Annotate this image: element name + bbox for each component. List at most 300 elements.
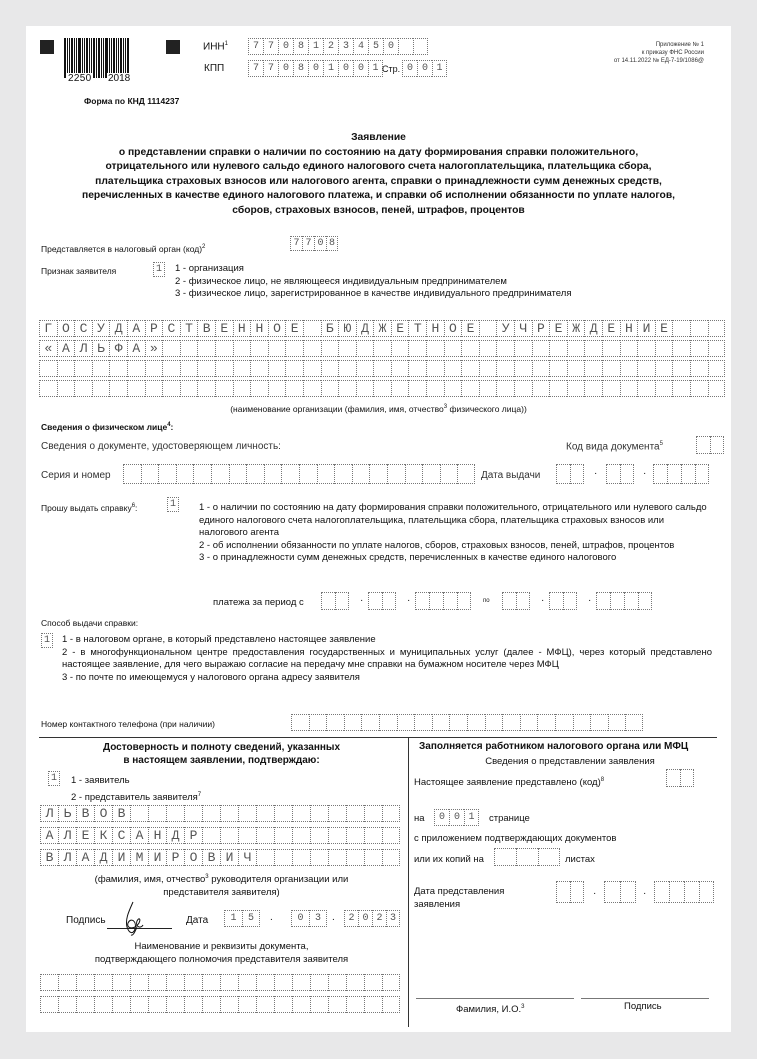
char-cell[interactable] <box>368 592 382 610</box>
char-cell[interactable] <box>373 360 391 377</box>
char-cell[interactable] <box>567 340 585 357</box>
char-cell[interactable] <box>570 464 584 484</box>
char-cell[interactable]: Ж <box>373 320 391 337</box>
char-cell[interactable] <box>328 805 346 822</box>
char-cell[interactable]: А <box>76 849 94 866</box>
char-cell[interactable] <box>346 805 364 822</box>
issue-date-year[interactable] <box>653 464 709 484</box>
char-cell[interactable] <box>58 996 76 1013</box>
char-cell[interactable]: Ь <box>92 340 110 357</box>
char-cell[interactable] <box>76 974 94 991</box>
char-cell[interactable]: » <box>145 340 163 357</box>
char-cell[interactable]: Е <box>549 320 567 337</box>
char-cell[interactable] <box>256 827 274 844</box>
char-cell[interactable]: 7 <box>290 236 302 251</box>
char-cell[interactable] <box>197 380 215 397</box>
char-cell[interactable] <box>335 592 349 610</box>
char-cell[interactable] <box>202 996 220 1013</box>
char-cell[interactable] <box>39 360 57 377</box>
delivery-method-field[interactable] <box>41 633 53 648</box>
char-cell[interactable] <box>274 805 292 822</box>
char-cell[interactable] <box>573 714 591 731</box>
char-cell[interactable] <box>461 340 479 357</box>
char-cell[interactable] <box>382 849 400 866</box>
char-cell[interactable]: Л <box>58 849 76 866</box>
char-cell[interactable] <box>555 714 573 731</box>
char-cell[interactable] <box>281 464 299 484</box>
char-cell[interactable]: С <box>162 320 180 337</box>
char-cell[interactable] <box>310 805 328 822</box>
char-cell[interactable] <box>356 380 374 397</box>
char-cell[interactable] <box>310 974 328 991</box>
char-cell[interactable] <box>334 464 352 484</box>
char-cell[interactable] <box>584 340 602 357</box>
char-cell[interactable] <box>532 360 550 377</box>
char-cell[interactable]: Н <box>426 320 444 337</box>
char-cell[interactable] <box>352 464 370 484</box>
char-cell[interactable]: Р <box>166 849 184 866</box>
char-cell[interactable] <box>502 592 516 610</box>
char-cell[interactable]: 7 <box>248 38 263 55</box>
char-cell[interactable] <box>162 380 180 397</box>
char-cell[interactable] <box>130 974 148 991</box>
char-cell[interactable] <box>215 380 233 397</box>
char-cell[interactable] <box>387 464 405 484</box>
char-cell[interactable] <box>479 360 497 377</box>
char-cell[interactable] <box>162 360 180 377</box>
char-cell[interactable] <box>39 380 57 397</box>
char-cell[interactable]: 1 <box>48 771 60 786</box>
char-cell[interactable]: С <box>112 827 130 844</box>
char-cell[interactable]: 1 <box>224 910 242 927</box>
char-cell[interactable]: В <box>112 805 130 822</box>
char-cell[interactable]: Ь <box>58 805 76 822</box>
char-cell[interactable] <box>415 592 429 610</box>
char-cell[interactable] <box>467 714 485 731</box>
char-cell[interactable] <box>520 714 538 731</box>
period-from-month[interactable] <box>368 592 396 610</box>
char-cell[interactable] <box>202 827 220 844</box>
char-cell[interactable] <box>426 360 444 377</box>
char-cell[interactable] <box>180 340 198 357</box>
char-cell[interactable] <box>346 849 364 866</box>
char-cell[interactable] <box>604 881 620 903</box>
char-cell[interactable] <box>672 380 690 397</box>
char-cell[interactable]: Н <box>620 320 638 337</box>
char-cell[interactable]: О <box>268 320 286 337</box>
organization-name-row[interactable] <box>39 360 725 377</box>
char-cell[interactable] <box>364 996 382 1013</box>
char-cell[interactable] <box>303 320 321 337</box>
char-cell[interactable] <box>130 996 148 1013</box>
char-cell[interactable]: А <box>127 340 145 357</box>
char-cell[interactable] <box>166 974 184 991</box>
char-cell[interactable]: Р <box>184 827 202 844</box>
char-cell[interactable] <box>514 340 532 357</box>
char-cell[interactable] <box>202 805 220 822</box>
char-cell[interactable] <box>496 340 514 357</box>
pages-count-field[interactable] <box>434 809 479 826</box>
char-cell[interactable]: Н <box>233 320 251 337</box>
char-cell[interactable]: 1 <box>308 38 323 55</box>
char-cell[interactable]: О <box>184 849 202 866</box>
char-cell[interactable]: Д <box>356 320 374 337</box>
char-cell[interactable] <box>328 827 346 844</box>
char-cell[interactable] <box>654 881 669 903</box>
sheets-count-field[interactable] <box>494 848 560 866</box>
char-cell[interactable] <box>364 849 382 866</box>
char-cell[interactable] <box>229 464 247 484</box>
char-cell[interactable]: 4 <box>353 38 368 55</box>
char-cell[interactable]: 1 <box>167 497 179 512</box>
char-cell[interactable] <box>440 464 458 484</box>
char-cell[interactable] <box>338 360 356 377</box>
char-cell[interactable]: Т <box>408 320 426 337</box>
char-cell[interactable] <box>620 464 634 484</box>
char-cell[interactable] <box>422 464 440 484</box>
char-cell[interactable] <box>502 714 520 731</box>
char-cell[interactable] <box>238 827 256 844</box>
char-cell[interactable] <box>321 340 339 357</box>
char-cell[interactable] <box>76 996 94 1013</box>
char-cell[interactable] <box>556 881 570 903</box>
char-cell[interactable] <box>494 848 516 866</box>
char-cell[interactable] <box>602 340 620 357</box>
char-cell[interactable]: С <box>74 320 92 337</box>
char-cell[interactable] <box>197 360 215 377</box>
char-cell[interactable]: А <box>40 827 58 844</box>
char-cell[interactable]: Н <box>250 320 268 337</box>
char-cell[interactable]: В <box>40 849 58 866</box>
char-cell[interactable] <box>620 881 636 903</box>
char-cell[interactable]: 7 <box>302 236 314 251</box>
char-cell[interactable] <box>669 881 684 903</box>
char-cell[interactable] <box>112 996 130 1013</box>
char-cell[interactable] <box>285 380 303 397</box>
char-cell[interactable] <box>344 714 362 731</box>
char-cell[interactable] <box>369 464 387 484</box>
applicant-type-field[interactable] <box>153 262 165 277</box>
char-cell[interactable]: 3 <box>386 910 400 927</box>
char-cell[interactable] <box>346 974 364 991</box>
char-cell[interactable] <box>193 464 211 484</box>
issue-date-day[interactable] <box>556 464 584 484</box>
char-cell[interactable] <box>197 340 215 357</box>
char-cell[interactable]: Н <box>148 827 166 844</box>
char-cell[interactable]: 8 <box>293 60 308 77</box>
char-cell[interactable]: Р <box>532 320 550 337</box>
char-cell[interactable] <box>449 714 467 731</box>
char-cell[interactable] <box>596 592 610 610</box>
char-cell[interactable] <box>496 360 514 377</box>
char-cell[interactable]: 1 <box>41 633 53 648</box>
char-cell[interactable] <box>373 380 391 397</box>
char-cell[interactable]: Л <box>74 340 92 357</box>
char-cell[interactable] <box>215 340 233 357</box>
char-cell[interactable] <box>299 464 317 484</box>
char-cell[interactable] <box>695 464 709 484</box>
first-name-field[interactable] <box>40 827 400 844</box>
char-cell[interactable] <box>346 827 364 844</box>
char-cell[interactable] <box>148 996 166 1013</box>
char-cell[interactable] <box>130 805 148 822</box>
char-cell[interactable] <box>672 340 690 357</box>
series-number-field[interactable] <box>123 464 475 484</box>
char-cell[interactable] <box>57 360 75 377</box>
char-cell[interactable] <box>398 38 413 55</box>
char-cell[interactable]: 0 <box>338 60 353 77</box>
char-cell[interactable] <box>328 996 346 1013</box>
organization-name-row[interactable] <box>39 380 725 397</box>
char-cell[interactable] <box>532 380 550 397</box>
char-cell[interactable] <box>514 360 532 377</box>
char-cell[interactable] <box>457 592 471 610</box>
inn-field[interactable] <box>248 38 428 55</box>
char-cell[interactable] <box>303 380 321 397</box>
organization-name-row[interactable] <box>39 340 725 357</box>
char-cell[interactable]: 3 <box>309 910 327 927</box>
char-cell[interactable] <box>696 436 710 454</box>
char-cell[interactable]: К <box>94 827 112 844</box>
char-cell[interactable]: 2 <box>323 38 338 55</box>
char-cell[interactable] <box>317 464 335 484</box>
char-cell[interactable] <box>397 714 415 731</box>
char-cell[interactable] <box>148 805 166 822</box>
char-cell[interactable] <box>268 380 286 397</box>
char-cell[interactable] <box>567 360 585 377</box>
char-cell[interactable] <box>549 592 563 610</box>
char-cell[interactable]: 2 <box>344 910 358 927</box>
char-cell[interactable] <box>602 360 620 377</box>
char-cell[interactable]: В <box>76 805 94 822</box>
submission-date-year[interactable] <box>654 881 714 903</box>
char-cell[interactable] <box>346 996 364 1013</box>
char-cell[interactable]: Е <box>391 320 409 337</box>
char-cell[interactable] <box>672 320 690 337</box>
char-cell[interactable]: 7 <box>263 60 278 77</box>
char-cell[interactable]: Т <box>180 320 198 337</box>
char-cell[interactable] <box>444 360 462 377</box>
char-cell[interactable] <box>292 996 310 1013</box>
char-cell[interactable] <box>145 360 163 377</box>
char-cell[interactable] <box>176 464 194 484</box>
sign-date-month[interactable] <box>291 910 327 927</box>
char-cell[interactable] <box>215 360 233 377</box>
char-cell[interactable] <box>426 380 444 397</box>
char-cell[interactable] <box>655 360 673 377</box>
char-cell[interactable] <box>220 996 238 1013</box>
char-cell[interactable] <box>516 592 530 610</box>
issue-date-month[interactable] <box>606 464 634 484</box>
char-cell[interactable] <box>309 714 327 731</box>
char-cell[interactable] <box>485 714 503 731</box>
char-cell[interactable] <box>74 360 92 377</box>
char-cell[interactable] <box>461 360 479 377</box>
char-cell[interactable]: 0 <box>383 38 398 55</box>
char-cell[interactable] <box>292 827 310 844</box>
char-cell[interactable]: М <box>130 849 148 866</box>
char-cell[interactable] <box>590 714 608 731</box>
period-to-year[interactable] <box>596 592 652 610</box>
char-cell[interactable] <box>514 380 532 397</box>
char-cell[interactable]: Е <box>76 827 94 844</box>
char-cell[interactable] <box>274 849 292 866</box>
char-cell[interactable]: 0 <box>278 60 293 77</box>
char-cell[interactable] <box>624 592 638 610</box>
char-cell[interactable] <box>127 380 145 397</box>
char-cell[interactable]: В <box>197 320 215 337</box>
char-cell[interactable] <box>74 380 92 397</box>
char-cell[interactable] <box>382 996 400 1013</box>
period-to-month[interactable] <box>549 592 577 610</box>
document-code-field[interactable] <box>696 436 724 454</box>
char-cell[interactable] <box>690 320 708 337</box>
char-cell[interactable] <box>708 340 726 357</box>
char-cell[interactable] <box>382 974 400 991</box>
char-cell[interactable] <box>556 464 570 484</box>
char-cell[interactable]: О <box>444 320 462 337</box>
char-cell[interactable] <box>672 360 690 377</box>
char-cell[interactable] <box>461 380 479 397</box>
char-cell[interactable]: 3 <box>338 38 353 55</box>
char-cell[interactable] <box>413 38 428 55</box>
char-cell[interactable] <box>303 340 321 357</box>
char-cell[interactable] <box>606 464 620 484</box>
char-cell[interactable] <box>690 340 708 357</box>
char-cell[interactable] <box>625 714 643 731</box>
char-cell[interactable] <box>710 436 724 454</box>
char-cell[interactable] <box>112 974 130 991</box>
char-cell[interactable]: О <box>94 805 112 822</box>
char-cell[interactable] <box>220 805 238 822</box>
char-cell[interactable] <box>292 805 310 822</box>
char-cell[interactable] <box>321 592 335 610</box>
char-cell[interactable] <box>256 974 274 991</box>
char-cell[interactable] <box>620 380 638 397</box>
char-cell[interactable]: 0 <box>358 910 372 927</box>
char-cell[interactable] <box>233 380 251 397</box>
char-cell[interactable]: 0 <box>353 60 368 77</box>
char-cell[interactable] <box>310 996 328 1013</box>
char-cell[interactable] <box>443 592 457 610</box>
char-cell[interactable]: Д <box>94 849 112 866</box>
char-cell[interactable]: И <box>112 849 130 866</box>
char-cell[interactable] <box>291 714 309 731</box>
char-cell[interactable] <box>256 849 274 866</box>
char-cell[interactable] <box>180 360 198 377</box>
char-cell[interactable] <box>292 974 310 991</box>
char-cell[interactable] <box>684 881 699 903</box>
submission-date-month[interactable] <box>604 881 636 903</box>
authority-doc-field-1[interactable] <box>40 974 400 991</box>
char-cell[interactable] <box>250 380 268 397</box>
char-cell[interactable] <box>708 380 726 397</box>
char-cell[interactable]: Ю <box>338 320 356 337</box>
char-cell[interactable] <box>681 464 695 484</box>
char-cell[interactable]: 7 <box>263 38 278 55</box>
char-cell[interactable] <box>184 974 202 991</box>
submission-date-day[interactable] <box>556 881 584 903</box>
char-cell[interactable] <box>184 996 202 1013</box>
char-cell[interactable] <box>361 714 379 731</box>
char-cell[interactable] <box>570 881 584 903</box>
phone-field[interactable] <box>291 714 643 731</box>
char-cell[interactable] <box>708 360 726 377</box>
char-cell[interactable] <box>94 996 112 1013</box>
char-cell[interactable] <box>321 380 339 397</box>
char-cell[interactable]: И <box>148 849 166 866</box>
char-cell[interactable] <box>637 340 655 357</box>
char-cell[interactable] <box>356 360 374 377</box>
char-cell[interactable] <box>479 380 497 397</box>
char-cell[interactable] <box>620 340 638 357</box>
char-cell[interactable] <box>432 714 450 731</box>
char-cell[interactable] <box>166 996 184 1013</box>
char-cell[interactable] <box>653 464 667 484</box>
char-cell[interactable] <box>109 380 127 397</box>
char-cell[interactable] <box>250 340 268 357</box>
char-cell[interactable] <box>364 805 382 822</box>
char-cell[interactable] <box>690 380 708 397</box>
char-cell[interactable]: Л <box>40 805 58 822</box>
char-cell[interactable] <box>638 592 652 610</box>
char-cell[interactable] <box>310 827 328 844</box>
char-cell[interactable] <box>285 340 303 357</box>
char-cell[interactable]: Ф <box>109 340 127 357</box>
char-cell[interactable] <box>549 360 567 377</box>
char-cell[interactable]: 1 <box>368 60 383 77</box>
char-cell[interactable] <box>382 827 400 844</box>
char-cell[interactable] <box>479 340 497 357</box>
char-cell[interactable]: Л <box>58 827 76 844</box>
char-cell[interactable]: Е <box>215 320 233 337</box>
char-cell[interactable]: У <box>496 320 514 337</box>
char-cell[interactable] <box>184 805 202 822</box>
char-cell[interactable] <box>655 380 673 397</box>
char-cell[interactable] <box>382 592 396 610</box>
char-cell[interactable] <box>444 340 462 357</box>
char-cell[interactable] <box>328 974 346 991</box>
char-cell[interactable] <box>373 340 391 357</box>
char-cell[interactable] <box>414 714 432 731</box>
char-cell[interactable] <box>610 592 624 610</box>
surname-field[interactable] <box>40 805 400 822</box>
char-cell[interactable] <box>608 714 626 731</box>
char-cell[interactable] <box>145 380 163 397</box>
organization-name-grid[interactable] <box>39 320 725 400</box>
confirm-type-field[interactable] <box>48 771 60 786</box>
char-cell[interactable]: Д <box>584 320 602 337</box>
char-cell[interactable] <box>148 974 166 991</box>
char-cell[interactable]: Ж <box>567 320 585 337</box>
authority-doc-field-2[interactable] <box>40 996 400 1013</box>
char-cell[interactable] <box>563 592 577 610</box>
char-cell[interactable]: А <box>130 827 148 844</box>
char-cell[interactable] <box>364 974 382 991</box>
char-cell[interactable] <box>584 380 602 397</box>
char-cell[interactable]: И <box>220 849 238 866</box>
char-cell[interactable]: У <box>92 320 110 337</box>
char-cell[interactable] <box>699 881 714 903</box>
period-to-day[interactable] <box>502 592 530 610</box>
char-cell[interactable]: Д <box>109 320 127 337</box>
char-cell[interactable] <box>127 360 145 377</box>
char-cell[interactable]: 0 <box>314 236 326 251</box>
char-cell[interactable]: Е <box>285 320 303 337</box>
char-cell[interactable]: Е <box>461 320 479 337</box>
char-cell[interactable]: Е <box>602 320 620 337</box>
char-cell[interactable]: 1 <box>153 262 165 277</box>
